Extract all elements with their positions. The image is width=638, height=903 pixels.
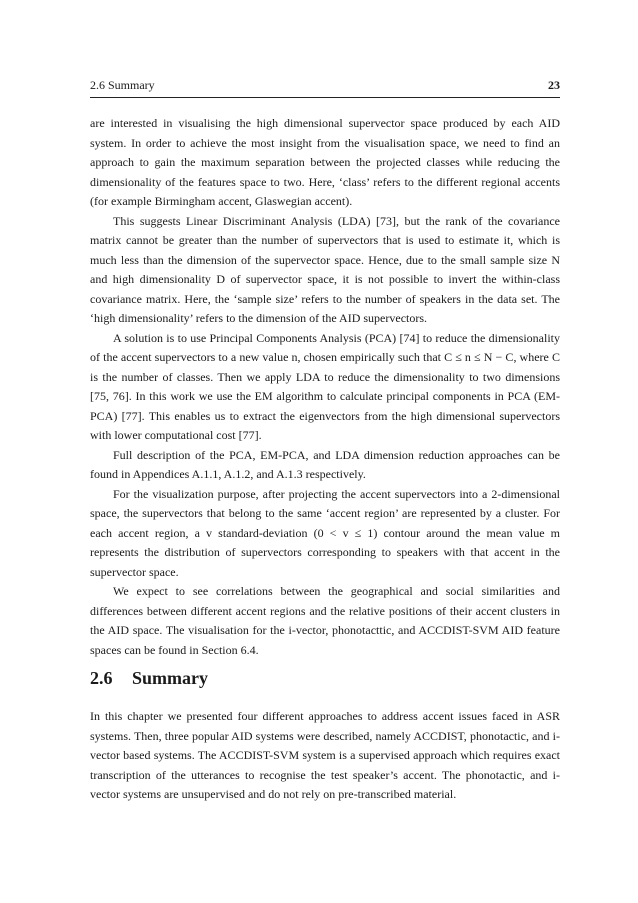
paragraph-summary: In this chapter we presented four different approaches to address accent issues faced in ASR systems. Then, three popular AID systems were described, namely ACCDIST, phonotactic, and i-vector based systems. The ACCDIST-SVM system is a supervised approach which requires exact transcription of the utterances to recognise the test speaker’s accent. The phonotactic, and i-vector systems are unsupervised and do not rely on pre-transcribed material. (90, 709, 560, 801)
section-heading (90, 665, 560, 691)
summary-text (90, 707, 560, 805)
paragraph-appendices: Full description of the PCA, EM-PCA, and LDA dimension reduction approaches can be found in Appendices A.1.1, A.1.2, and A.1.3 respectively. (90, 447, 560, 481)
paragraph-lda: This suggests Linear Discriminant Analysis (LDA) [73], but the rank of the covariance matrix cannot be greater than the number of supervectors that is used to estimate it, which is much less than the dimension of the supervector space. Hence, due to the small sample size N and high dimensionality D of supervector space, it is not possible to invert the within-class covariance matrix. Here, the ‘sample size’ refers to the number of speakers in the data set. The ‘high dimensionality’ refers to the dimension of the AID supervectors. (90, 213, 560, 325)
body-text (90, 114, 560, 660)
paragraph-visualization: For the visualization purpose, after projecting the accent supervectors into a 2-dimensional space, the supervectors that belong to the same ‘accent region’ are represented by a cluster. For each accent region, a v standard-deviation (0 < v ≤ 1) contour around the mean value m represents the distribution of supervectors corresponding to speakers with that accent in the supervector space. (90, 486, 560, 579)
paragraph-pca: A solution is to use Principal Components Analysis (PCA) [74] to reduce the dimensionality of the accent supervectors to a new value n, chosen empirically such that C ≤ n ≤ N − C, where C is the number of classes. Then we apply LDA to reduce the dimensionality to two dimensions [75, 76]. In this work we use the EM algorithm to calculate principal components in PCA (EM-PCA) [77]. This enables us to extract the eigenvectors from the high dimensional supervectors with lower computational cost [77]. (90, 330, 560, 442)
section-number: 2.6 (90, 668, 113, 688)
page-number: 23 (548, 78, 560, 92)
paragraph-continuation: are interested in visualising the high dimensional supervector space produced by each AID system. In order to achieve the most insight from the visualisation space, we need to find an approach to gain the maximum separation between the projected classes while reducing the dimensionality of the features space to two. Here, ‘class’ refers to the different regional accents (for example Birmingham accent, Glaswegian accent). (90, 116, 560, 208)
header-rule (90, 97, 560, 98)
section-title: Summary (132, 668, 208, 688)
running-header (90, 78, 560, 98)
header-section-title: 2.6 Summary (90, 78, 155, 92)
paragraph-correlations: We expect to see correlations between the geographical and social similarities and differences between different accent regions and the relative positions of their accent clusters in the AID space. The visualisation for the i-vector, phonotacttic, and ACCDIST-SVM AID feature spaces can be found in Section 6.4. (90, 584, 560, 657)
